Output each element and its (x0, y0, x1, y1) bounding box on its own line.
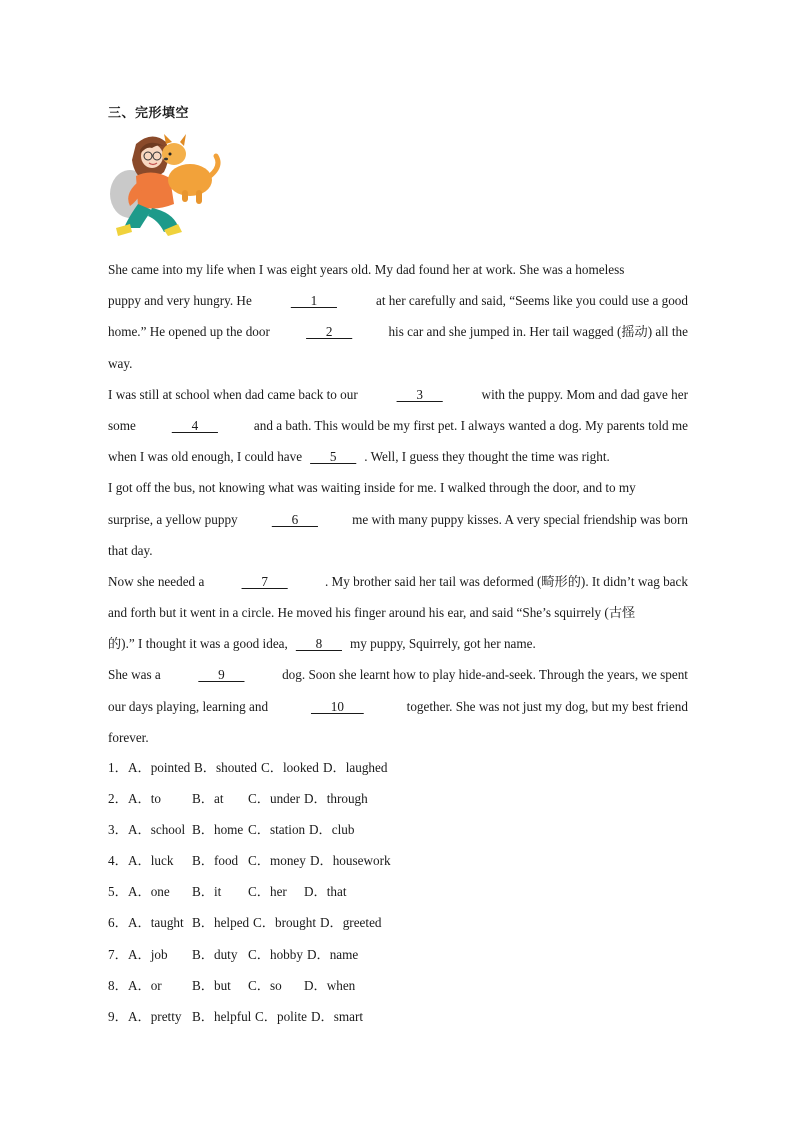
passage-line (108, 441, 688, 472)
question-row (108, 1001, 628, 1032)
option-d[interactable]: D．housework (310, 853, 391, 869)
passage-line (108, 254, 688, 285)
option-c[interactable]: C．under (248, 791, 301, 807)
answer-blank: 10 (310, 698, 364, 714)
option-b[interactable]: B．shouted (194, 760, 258, 775)
answer-blank: 8 (295, 636, 342, 652)
passage-line (108, 691, 688, 722)
passage-text: that day. (108, 542, 153, 558)
passage-text: my puppy, Squirrely, got her name. (349, 636, 536, 652)
passage-line (108, 316, 688, 347)
passage-text: at her carefully and said, “Seems like you could use a good (375, 293, 688, 309)
passage-line (108, 566, 688, 597)
passage-text: . Well, I guess they thought the time was right. (364, 449, 610, 465)
passage-text: our days playing, learning and (108, 698, 269, 714)
passage-text: She was a (108, 667, 161, 683)
option-c[interactable]: C．money (248, 853, 306, 869)
passage-text: I was still at school when dad came back to our (108, 386, 358, 402)
option-a[interactable]: A．taught (128, 915, 184, 931)
option-c[interactable]: C．her (248, 884, 287, 900)
option-a[interactable]: A．to (128, 791, 161, 807)
passage-text: surprise, a yellow puppy (108, 511, 238, 527)
question-number: 6． (108, 915, 128, 931)
option-a[interactable]: A．pretty (128, 1008, 182, 1024)
option-d[interactable]: D．laughed (323, 760, 388, 775)
answer-blank: 5 (310, 449, 357, 465)
passage-text: and forth but it went in a circle. He moved his finger around his ear, and said “She’s squirrely (古怪 (108, 605, 636, 621)
passage-line (108, 535, 688, 566)
passage-line (108, 659, 688, 690)
option-c[interactable]: C．station (248, 822, 306, 838)
answer-blank: 7 (241, 573, 288, 589)
option-d[interactable]: D．club (309, 822, 355, 838)
question-number: 9． (108, 1008, 128, 1024)
passage-line (108, 348, 688, 379)
passage-line (108, 597, 688, 628)
answer-blank: 1 (290, 293, 337, 309)
question-number: 1． (108, 760, 128, 775)
option-a[interactable]: A．job (128, 946, 168, 962)
option-a[interactable]: A．school (128, 822, 186, 838)
passage-text: Now she needed a (108, 573, 205, 589)
passage-line (108, 285, 688, 316)
question-number: 2． (108, 791, 128, 807)
passage-text: I got off the bus, not knowing what was waiting inside for me. I walked through the door, and to my (108, 480, 636, 496)
option-a[interactable]: A．one (128, 884, 170, 900)
passage-text: together. She was not just my dog, but my best friend (406, 698, 688, 714)
option-b[interactable]: B．food (192, 853, 239, 869)
answer-blank: 4 (171, 417, 218, 433)
passage-line (108, 379, 688, 410)
option-a[interactable]: A．or (128, 977, 162, 993)
question-row (108, 783, 628, 814)
option-c[interactable]: C．so (248, 977, 282, 993)
question-number: 5． (108, 884, 128, 900)
option-c[interactable]: C．polite (255, 1008, 308, 1024)
option-d[interactable]: D．name (307, 946, 359, 962)
option-b[interactable]: B．helpful (192, 1008, 252, 1024)
option-b[interactable]: B．but (192, 977, 231, 993)
passage-text: 的).” I thought it was a good idea, (108, 636, 288, 652)
passage-text: his car and she jumped in. Her tail wagged (摇动) all the (388, 324, 688, 340)
option-d[interactable]: D．greeted (320, 915, 382, 931)
passage-text: She came into my life when I was eight years old. My dad found her at work. She was a homeless (108, 262, 625, 277)
question-row (108, 752, 628, 783)
answer-blank: 6 (271, 511, 318, 527)
option-a[interactable]: A．pointed (128, 760, 191, 775)
option-b[interactable]: B．it (192, 884, 222, 900)
option-b[interactable]: B．home (192, 822, 244, 838)
question-row (108, 876, 628, 907)
option-b[interactable]: B．at (192, 791, 224, 807)
answer-blank: 2 (306, 324, 353, 340)
passage-text: . My brother said her tail was deformed (畸形的). It didn’t wag back (324, 573, 688, 589)
option-c[interactable]: C．looked (261, 760, 319, 775)
passage-text: home.” He opened up the door (108, 324, 270, 340)
option-b[interactable]: B．duty (192, 946, 238, 962)
option-d[interactable]: D．through (304, 791, 368, 807)
answer-blank: 3 (396, 386, 443, 402)
option-d[interactable]: D．when (304, 977, 356, 993)
passage-text: and a bath. This would be my first pet. I always wanted a dog. My parents told me (253, 417, 688, 433)
passage-text: when I was old enough, I could have (108, 449, 303, 465)
option-d[interactable]: D．that (304, 884, 347, 900)
passage-line (108, 504, 688, 535)
passage-text: puppy and very hungry. He (108, 293, 252, 309)
option-c[interactable]: C．hobby (248, 946, 303, 962)
option-b[interactable]: B．helped (192, 915, 250, 931)
question-row (108, 845, 628, 876)
girl-hugging-puppy-icon (108, 132, 224, 242)
question-number: 7． (108, 946, 128, 962)
option-a[interactable]: A．luck (128, 853, 174, 869)
passage-line (108, 628, 688, 659)
question-row (108, 939, 628, 970)
option-d[interactable]: D．smart (311, 1008, 364, 1024)
passage-line (108, 410, 688, 441)
passage-text: with the puppy. Mom and dad gave her (481, 386, 688, 402)
passage-text: forever. (108, 729, 149, 745)
question-row (108, 814, 628, 845)
passage-line (108, 472, 688, 503)
passage-line (108, 722, 688, 753)
cloze-passage (108, 254, 688, 753)
question-number: 3． (108, 822, 128, 838)
answer-blank: 9 (198, 667, 245, 683)
passage-text: some (108, 417, 136, 433)
question-number: 8． (108, 977, 128, 993)
option-c[interactable]: C．brought (253, 915, 317, 931)
section-title: 三、完形填空 (108, 106, 190, 121)
question-row (108, 970, 628, 1001)
answer-options (108, 752, 628, 1032)
passage-text: way. (108, 355, 133, 371)
passage-text: dog. Soon she learnt how to play hide-and-seek. Through the years, we spent (282, 667, 688, 683)
question-number: 4． (108, 853, 128, 869)
question-row (108, 907, 628, 938)
passage-text: me with many puppy kisses. A very special friendship was born (352, 511, 688, 527)
